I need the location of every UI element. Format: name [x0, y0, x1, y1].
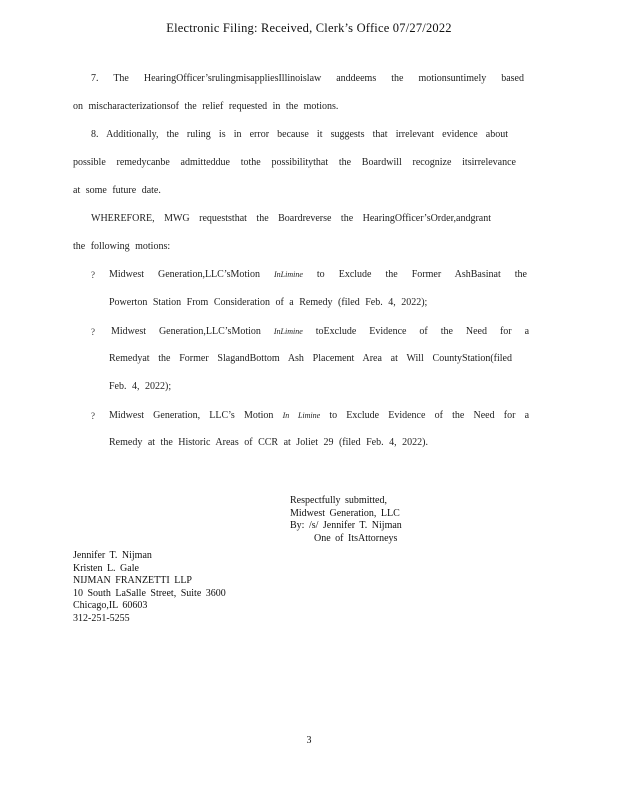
paragraph-8-line-3: at some future date. — [73, 185, 161, 196]
paragraph-7-line-2: on mischaracterizationsof the relief requested in the motions. — [73, 101, 339, 112]
page-number: 3 — [306, 735, 312, 746]
attorney-block — [73, 550, 226, 626]
signature-company: Midwest Generation, LLC — [290, 507, 400, 519]
filing-header: Electronic Filing: Received, Clerk’s Office 07/27/2022 — [166, 21, 452, 35]
motion-1-line-1 — [109, 269, 527, 280]
motion-3-subject: to Exclude Evidence of the Need for a — [329, 410, 530, 421]
paragraph-7-line-1: 7. The HearingOfficer’srulingmisappliesIllinoislaw anddeems the motionsuntimely based — [91, 73, 524, 84]
bullet-glyph: ? — [91, 411, 95, 421]
motion-1-title: Midwest Generation,LLC’sMotion — [109, 269, 260, 280]
attorney-name-1: Jennifer T. Nijman — [73, 550, 152, 561]
wherefore-line-1: WHEREFORE, MWG requeststhat the Boardreverse the HearingOfficer’sOrder,andgrant — [91, 213, 491, 224]
firm-address-city: Chicago,IL 60603 — [73, 600, 148, 612]
motion-3-line-2: Remedy at the Historic Areas of CCR at Joliet 29 (filed Feb. 4, 2022). — [109, 437, 428, 448]
signature-block — [290, 495, 402, 545]
motion-1-in-limine: InLimine — [273, 270, 303, 279]
motion-3-in-limine: In Limine — [282, 411, 321, 420]
wherefore-line-2: the following motions: — [73, 241, 171, 252]
attorney-name-2: Kristen L. Gale — [73, 562, 139, 574]
firm-phone: 312-251-5255 — [73, 612, 130, 624]
firm-address-street: 10 South LaSalle Street, Suite 3600 — [73, 587, 226, 599]
motion-3-line-1 — [109, 410, 529, 421]
signature-closing: Respectfully submitted, — [290, 495, 387, 506]
law-firm: NIJMAN FRANZETTI LLP — [73, 575, 192, 587]
paragraph-8-line-2: possible remedycanbe admitteddue tothe possibilitythat the Boardwill recognize itsirrelevance — [73, 157, 516, 168]
motion-3-title: Midwest Generation, LLC’s Motion — [109, 410, 274, 421]
motion-2-line-3: Feb. 4, 2022); — [109, 381, 172, 392]
bullet-glyph: ? — [91, 270, 95, 280]
motion-2-line-2: Remedyat the Former SlagandBottom Ash Placement Area at Will CountyStation(filed — [109, 353, 512, 364]
motion-1-subject: to Exclude the Former AshBasinat the — [316, 269, 527, 280]
motion-1-line-2: Powerton Station From Consideration of a Remedy (filed Feb. 4, 2022); — [109, 297, 428, 308]
motion-2-title: Midwest Generation,LLC’sMotion — [111, 326, 261, 337]
motion-2-in-limine: InLimine — [273, 327, 303, 336]
signature-role: One of ItsAttorneys — [314, 532, 398, 544]
motion-2-subject: toExclude Evidence of the Need for a — [315, 326, 530, 337]
bullet-glyph: ? — [91, 327, 95, 337]
signature-by: By: /s/ Jennifer T. Nijman — [290, 520, 402, 532]
paragraph-8-line-1: 8. Additionally, the ruling is in error because it suggests that irrelevant evidence about — [91, 129, 508, 140]
motion-2-line-1 — [111, 326, 529, 337]
